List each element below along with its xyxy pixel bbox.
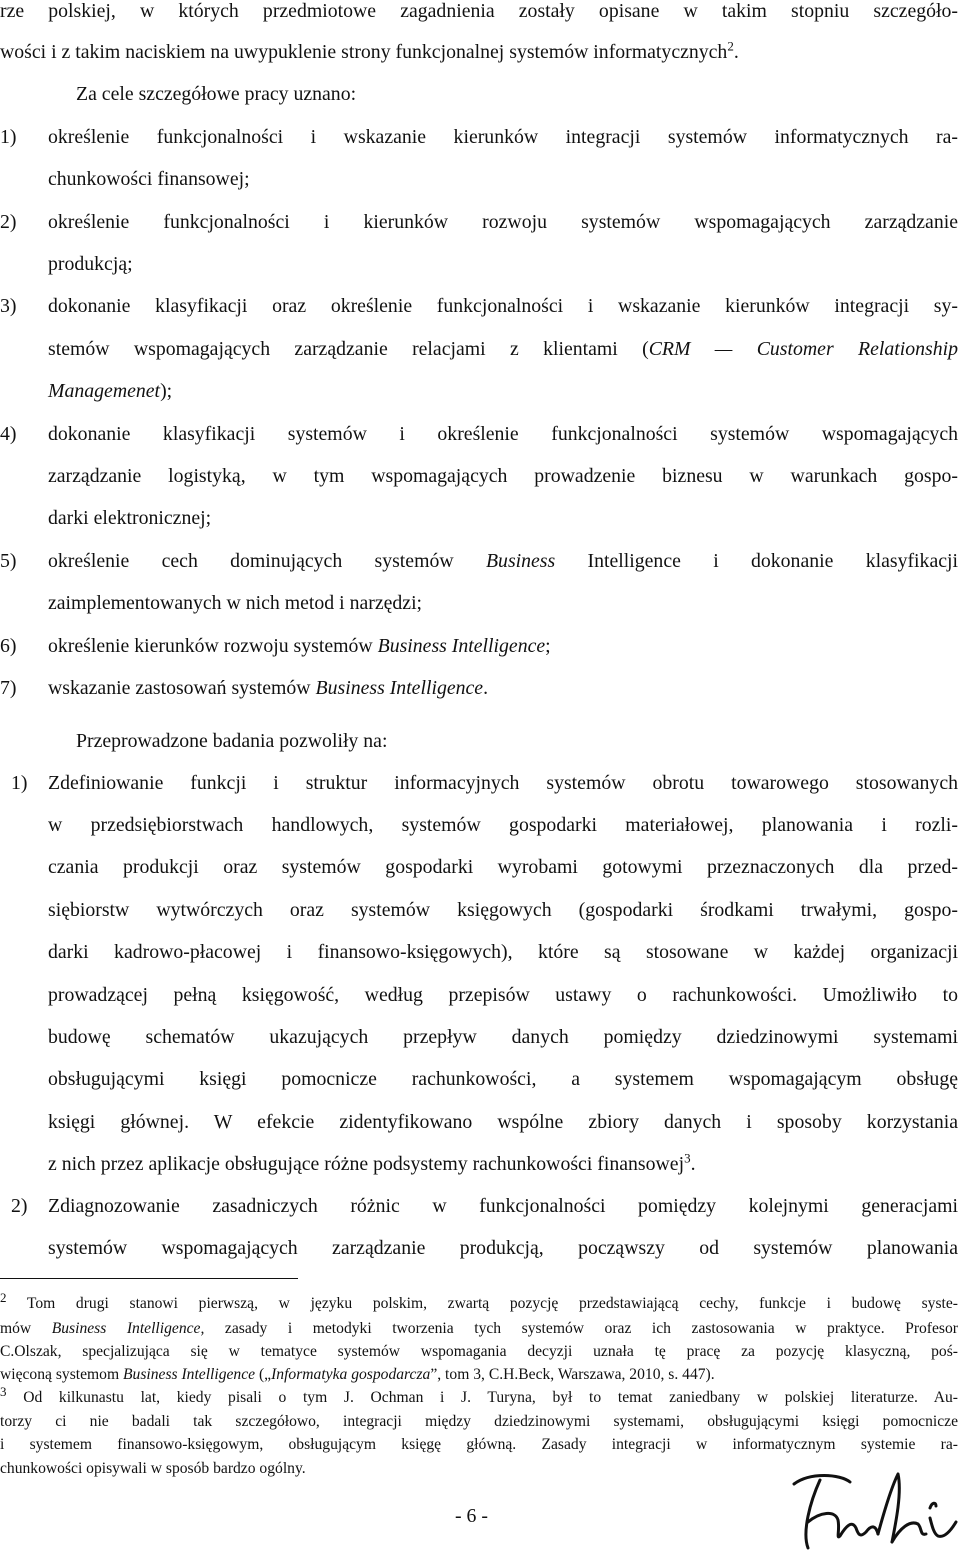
list-item-line: Zdiagnozowanie zasadniczych różnic w funkcjonalności pomiędzy kolejnymi generacjami — [48, 1195, 958, 1217]
list-number: 4) — [0, 423, 17, 445]
footnote-line: $^3$ Od kilkunastu lat, kiedy pisali o tym J. Ochman i J. Turyna, był to temat zaniedbany w polskiej literaturze. Au- — [0, 1383, 958, 1406]
results-heading: Przeprowadzone badania pozwoliły na: — [76, 730, 388, 752]
footnote-line: mów Business Intelligence, zasady i metodyki tworzenia tych systemów oraz ich zastosowania w praktyce. Profesor — [0, 1320, 958, 1337]
list-item-line: Zdefiniowanie funkcji i struktur informacyjnych systemów obrotu towarowego stosowanych — [48, 772, 958, 794]
list-item-line: prowadzącej pełną księgowość, według przepisów ustawy o rachunkowości. Umożliwiło to — [48, 984, 958, 1006]
list-number: 6) — [0, 635, 17, 657]
aims-heading: Za cele szczegółowe pracy uznano: — [76, 83, 357, 105]
list-number: 2) — [11, 1195, 28, 1217]
list-number: 2) — [0, 211, 17, 233]
list-item-line: produkcją; — [48, 253, 133, 275]
footnote-ref-2[interactable]: 2 — [727, 38, 734, 54]
footnote-separator — [0, 1278, 298, 1279]
list-item-line: dokonanie klasyfikacji oraz określenie funkcjonalności i wskazanie kierunków integracji sy- — [48, 295, 958, 317]
list-item-line: stemów wspomagających zarządzanie relacjami z klientami (CRM — Customer Relationship — [48, 338, 958, 360]
list-item-line: czania produkcji oraz systemów gospodarki wyrobami gotowymi przeznaczonych dla przed- — [48, 856, 958, 878]
list-item-line: określenie cech dominujących systemów Business Intelligence i dokonanie klasyfikacji — [48, 550, 958, 572]
list-item-line: budowę schematów ukazujących przepływ danych pomiędzy dziedzinowymi systemami — [48, 1026, 958, 1048]
list-item-line: Managemenet); — [48, 380, 173, 402]
list-item-line: księgi głównej. W efekcie zidentyfikowano wspólne zbiory danych i sposoby korzystania — [48, 1111, 958, 1133]
list-item-line: określenie funkcjonalności i kierunków rozwoju systemów wspomagających zarządzanie — [48, 211, 958, 233]
list-item-line: obsługującymi księgi pomocnicze rachunkowości, a systemem wspomagającym obsługę — [48, 1068, 958, 1090]
intro-line-1: rze polskiej, w których przedmiotowe zagadnienia zostały opisane w takim stopniu szczegóło- — [0, 0, 958, 22]
footnote-line: torzy ci nie badali tak szczegółowo, integracji między dziedzinowymi systemami, obsługującymi księgi pomocnicze — [0, 1413, 958, 1430]
list-number: 1) — [0, 126, 17, 148]
footnote-line: $^2$ Tom drugi stanowi pierwszą, w języku polskim, zwartą pozycję przedstawiającą cechy, funkcje i budowę syste- — [0, 1289, 958, 1312]
footnote-line: i systemem finansowo-księgowym, obsługującym księgę główną. Zasady integracji w informatycznym systemie ra- — [0, 1436, 958, 1453]
list-item-line: zarządzanie logistyką, w tym wspomagających prowadzenie biznesu w warunkach gospo- — [48, 465, 958, 487]
list-number: 7) — [0, 677, 17, 699]
list-number: 1) — [11, 772, 28, 794]
list-number: 3) — [0, 295, 17, 317]
list-item-line: darki kadrowo-płacowej i finansowo-księgowych), które są stosowane w każdej organizacji — [48, 941, 958, 963]
footnote-line: C.Olszak, specjalizująca się w tematyce systemów wspomagania decyzji uznała tę pracę za pozycję klasyczną, poś- — [0, 1343, 958, 1360]
list-item-line: chunkowości finansowej; — [48, 168, 250, 190]
signature-image — [780, 1462, 960, 1554]
list-item-line: określenie kierunków rozwoju systemów Business Intelligence; — [48, 635, 551, 657]
footnote-line: chunkowości opisywali w sposób bardzo ogólny. — [0, 1460, 306, 1477]
footnote-ref-3[interactable]: 3 — [684, 1150, 691, 1166]
page-number: - 6 - — [455, 1505, 488, 1527]
intro-line-2: wości i z takim naciskiem na uwypuklenie strony funkcjonalnej systemów informatycznych$^2$. — [0, 38, 739, 63]
footnote-line: więconą systemom Business Intelligence („Informatyka gospodarcza”, tom 3, C.H.Beck, Warszawa, 2010, s. 447). — [0, 1366, 715, 1383]
list-item-line: darki elektronicznej; — [48, 507, 212, 529]
list-item-line: zaimplementowanych w nich metod i narzędzi; — [48, 592, 423, 614]
list-item-line: wskazanie zastosowań systemów Business Intelligence. — [48, 677, 489, 699]
list-item-line: dokonanie klasyfikacji systemów i określenie funkcjonalności systemów wspomagających — [48, 423, 958, 445]
list-item-line: określenie funkcjonalności i wskazanie kierunków integracji systemów informatycznych ra- — [48, 126, 958, 148]
list-item-line: w przedsiębiorstwach handlowych, systemów gospodarki materiałowej, planowania i rozli- — [48, 814, 958, 836]
list-item-line: systemów wspomagających zarządzanie produkcją, począwszy od systemów planowania — [48, 1237, 958, 1259]
list-item-line: siębiorstw wytwórczych oraz systemów księgowych (gospodarki środkami trwałymi, gospo- — [48, 899, 958, 921]
list-number: 5) — [0, 550, 17, 572]
list-item-line: z nich przez aplikacje obsługujące różne podsystemy rachunkowości finansowej$^3$. — [48, 1150, 696, 1175]
